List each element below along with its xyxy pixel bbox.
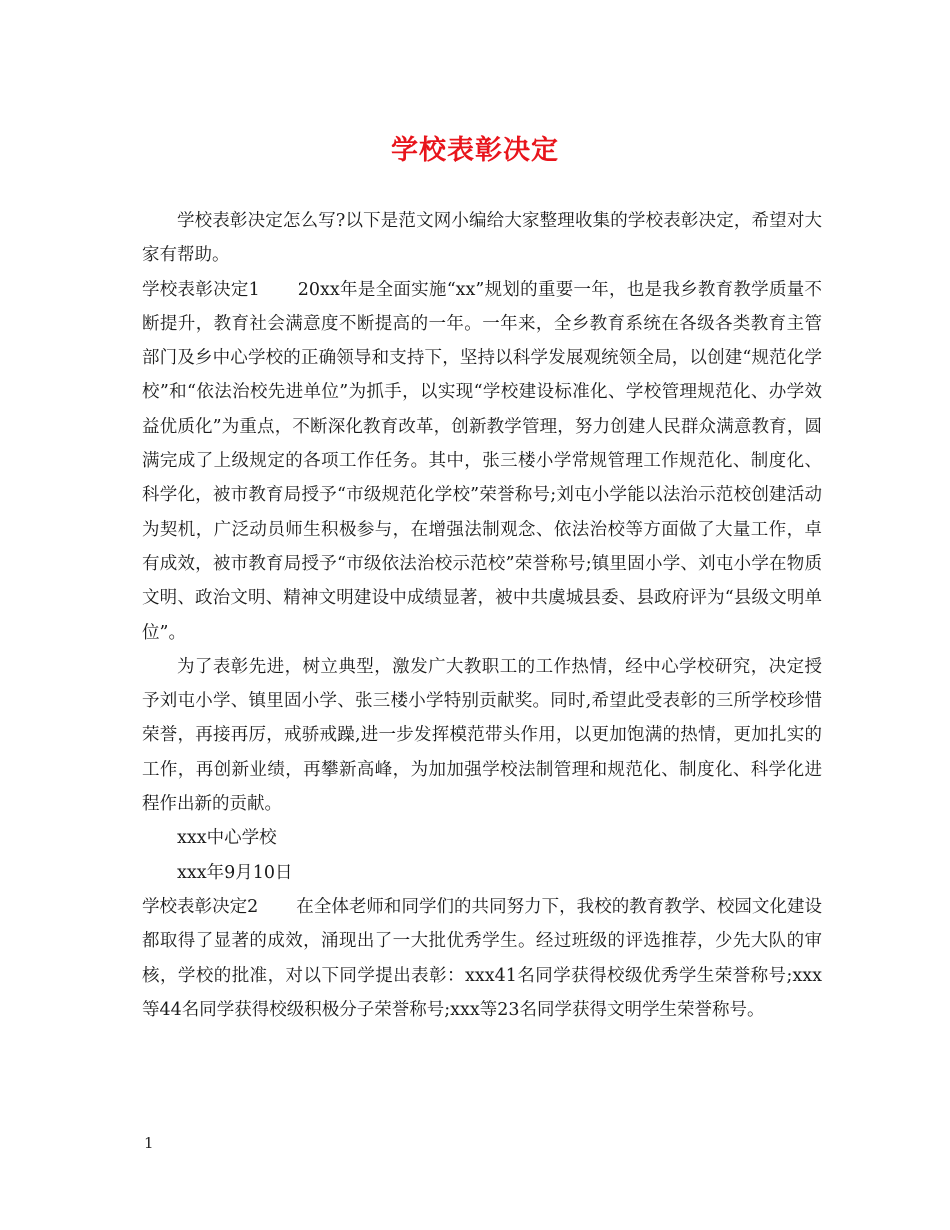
decision1-signature: xxx中心学校 [177, 828, 277, 849]
intro-paragraph: 学校表彰决定怎么写?以下是范文网小编给大家整理收集的学校表彰决定，希望对大家有帮助。 [142, 211, 822, 266]
document-body [142, 204, 822, 1027]
page-number: 1 [144, 1134, 154, 1152]
document-title: 学校表彰决定 [391, 135, 559, 166]
decision1-paragraph-2: 为了表彰先进，树立典型，激发广大教职工的工作热情，经中心学校研究，决定授予刘屯小学、镇里固小学、张三楼小学特别贡献奖。同时,希望此受表彰的三所学校珍惜荣誉，再接再厉，戒骄戒躁,进一步发挥模范带头作用，以更加饱满的热情，更加扎实的工作，再创新业绩，再攀新高峰，为加加强学校法制管理和规范化、制度化、科学化进程作出新的贡献。 [142, 656, 822, 815]
decision1-label: 学校表彰决定1 [142, 279, 260, 300]
decision2-label: 学校表彰决定2 [142, 896, 259, 917]
decision1-text: 20xx年是全面实施“xx”规划的重要一年，也是我乡教育教学质量不断提升，教育社会满意度不断提高的一年。一年来，全乡教育系统在各级各类教育主管部门及乡中心学校的正确领导和支持下，坚持以科学发展观统领全局，以创建“规范化学校”和“依法治校先进单位”为抓手，以实现“学校建设标准化、学校管理规范化、办学效益优质化”为重点，不断深化教育改革，创新教学管理，努力创建人民群众满意教育，圆满完成了上级规定的各项工作任务。其中，张三楼小学常规管理工作规范化、制度化、科学化，被市教育局授予“市级规范化学校”荣誉称号;刘屯小学能以法治示范校创建活动为契机，广泛动员师生积极参与，在增强法制观念、依法治校等方面做了大量工作，卓有成效，被市教育局授予“市级依法治校示范校”荣誉称号;镇里固小学、刘屯小学在物质文明、政治文明、精神文明建设中成绩显著，被中共虞城县委、县政府评为“县级文明单位”。 [142, 279, 823, 643]
decision2-text: 在全体老师和同学们的共同努力下，我校的教育教学、校园文化建设都取得了显著的成效，涌现出了一大批优秀学生。经过班级的评选推荐，少先大队的审核，学校的批准，对以下同学提出表彰：xxx41名同学获得校级优秀学生荣誉称号;xxx等44名同学获得校级积极分子荣誉称号;xxx等23名同学获得文明学生荣誉称号。 [142, 896, 822, 1020]
decision2-paragraph [142, 890, 822, 1027]
decision1-paragraph [142, 273, 822, 650]
decision1-date: xxx年9月10日 [177, 862, 293, 883]
